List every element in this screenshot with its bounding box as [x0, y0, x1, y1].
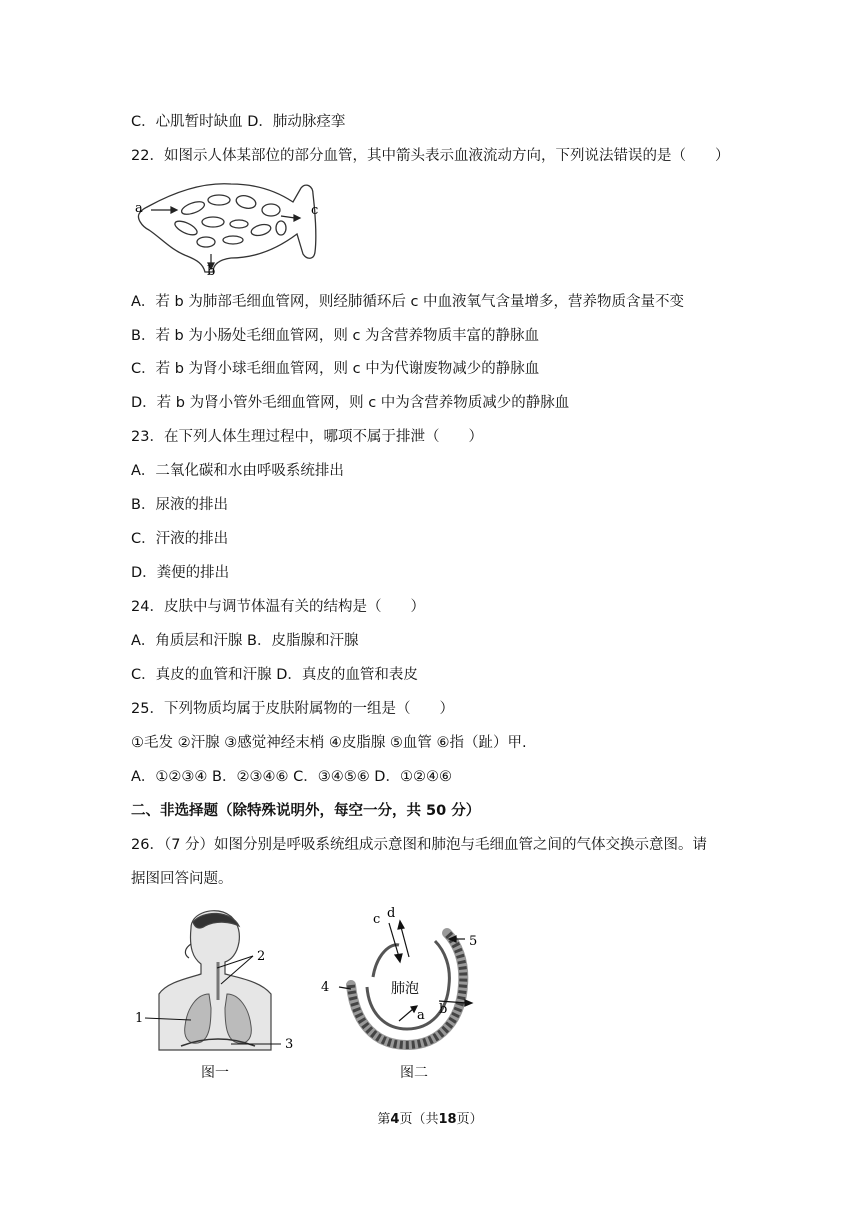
section-heading: 二、非选择题（除特殊说明外，每空一分，共 50 分）	[131, 803, 481, 819]
fig2-label-b: b	[439, 1002, 448, 1017]
question-26-stem-cont: 据图回答问题。	[131, 871, 233, 887]
fig2-label-a: a	[417, 1008, 425, 1023]
fig1-label-2: 2	[257, 949, 266, 964]
footer-total: 18	[438, 1112, 457, 1127]
label-c: c	[311, 203, 319, 218]
question-25-stem: 25．下列物质均属于皮肤附属物的一组是（ ）	[131, 701, 454, 717]
question-24-options-cd: C．真皮的血管和汗腺 D．真皮的血管和表皮	[131, 667, 418, 683]
footer-page: 4	[390, 1112, 400, 1127]
question-22-option-a: A．若 b 为肺部毛细血管网，则经肺循环后 c 中血液氧气含量增多，营养物质含量不变	[131, 294, 685, 310]
page-footer	[0, 1108, 860, 1127]
respiratory-system-figure	[131, 908, 311, 1058]
question-text-c-21: C．心肌暂时缺血 D．肺动脉痉挛	[131, 114, 346, 130]
question-22-option-c: C．若 b 为肾小球毛细血管网，则 c 中为代谢废物减少的静脉血	[131, 361, 540, 377]
fig2-label-c: c	[373, 912, 381, 927]
question-23-option-a: A．二氧化碳和水由呼吸系统排出	[131, 463, 344, 479]
fig1-label-3: 3	[285, 1037, 294, 1052]
figure-1-caption: 图一	[201, 1065, 229, 1081]
question-23-option-b: B．尿液的排出	[131, 497, 228, 513]
question-26-stem: 26．（7 分）如图分别是呼吸系统组成示意图和肺泡与毛细血管之间的气体交换示意图。请	[131, 837, 708, 853]
label-b: b	[207, 264, 216, 276]
fig1-label-1: 1	[135, 1011, 144, 1026]
question-22-option-d: D．若 b 为肾小管外毛细血管网，则 c 中为含营养物质减少的静脉血	[131, 395, 570, 411]
fig2-label-d: d	[387, 906, 396, 921]
fig2-label-4: 4	[321, 980, 330, 995]
question-25-items: ①毛发 ②汗腺 ③感觉神经末梢 ④皮脂腺 ⑤血管 ⑥指（趾）甲.	[131, 735, 527, 751]
question-25-options: A．①②③④ B．②③④⑥ C．③④⑤⑥ D．①②④⑥	[131, 769, 452, 785]
footer-mid: 页（共	[399, 1112, 439, 1127]
label-a: a	[135, 201, 143, 216]
footer-pre: 第	[377, 1112, 391, 1127]
alveolus-capillary-figure	[315, 905, 495, 1060]
question-24-stem: 24．皮肤中与调节体温有关的结构是（ ）	[131, 599, 425, 615]
fig2-center-label: 肺泡	[391, 981, 419, 997]
blood-vessel-figure	[131, 180, 331, 276]
question-22-option-b: B．若 b 为小肠处毛细血管网，则 c 为含营养物质丰富的静脉血	[131, 328, 540, 344]
question-22-stem: 22．如图示人体某部位的部分血管，其中箭头表示血液流动方向，下列说法错误的是（ ）	[131, 148, 730, 164]
question-24-options-ab: A．角质层和汗腺 B．皮脂腺和汗腺	[131, 633, 359, 649]
question-23-option-c: C．汗液的排出	[131, 531, 229, 547]
question-23-stem: 23．在下列人体生理过程中，哪项不属于排泄（ ）	[131, 429, 483, 445]
question-23-option-d: D．粪便的排出	[131, 565, 230, 581]
footer-post: 页）	[456, 1112, 483, 1127]
fig2-label-5: 5	[469, 934, 478, 949]
figure-2-caption: 图二	[400, 1065, 428, 1081]
